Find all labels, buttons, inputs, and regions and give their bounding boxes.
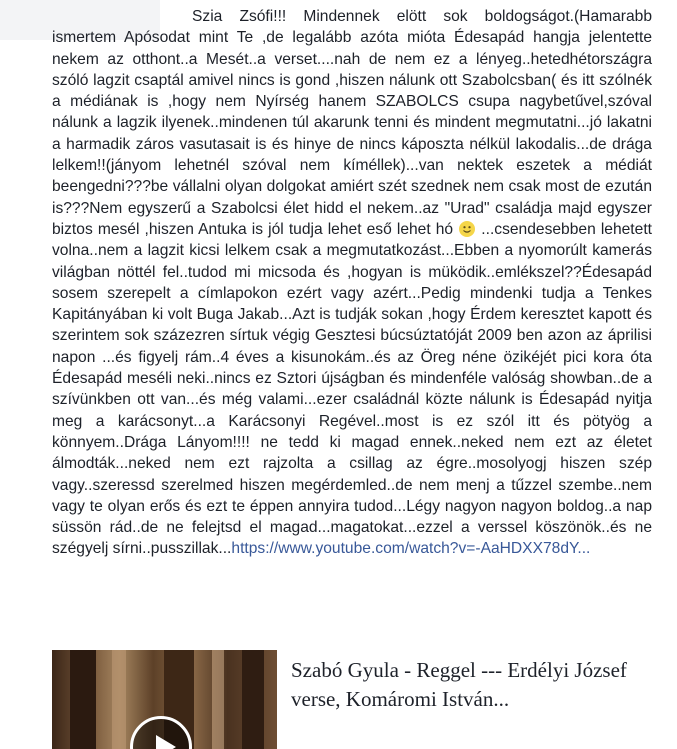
link-preview-card[interactable] <box>52 650 652 749</box>
post-text-continuation: ...csendesebben lehetett volna..nem a lagzit kicsi lelkem csak a megmutatkozást...Ebben a nyomorúlt kamerás világban nöttél fel..tudod mi micsoda és ,hogyan is müködik..emlékszel??Édesapád sosem szerepelt a címlapokon ezért vagy azért...Pedig mindenki tudja a Tenkes Kapitányában ki volt Buga Jakab...Azt is tudják sokan ,hogy Érdem keresztet kapott és szerintem sok százezren sírtuk végig Gesztesi búcsúztatóját 2009 ben azon az áprilisi napon ...és figyelj rám..4 éves a kisunokám..és az Öreg néne özikéjét pici kora óta Édesapád meséli neki..nincs ez Sztori újságban és mindenféle valóság showban..de a szívünkben ott van...és még valami...ezer családnál közte nálunk is Édesapád nyitja meg a karácsonyt...a Karácsonyi Regével..most is ez szól itt és pötyög a könnyem..Drága Lányom!!!! ne tedd ki magad ennek..neked nem ezt az életet álmodták...neked nem ezt rajzolta a csillag az égre..mosolyogj hiszen szép vagy..szeressd szerelmed hiszen megérdemled..de nem menj a tűzzel szembe..nem vagy te olyan erős és ezt te éppen annyira tudod...Légy nagyon nagyon boldog..a nap süssön rád..de ne felejtsd el magad...magatokat...ezzel a verssel köszönök..és ne szégyelj sírni..pusszillak... <box>52 220 652 558</box>
youtube-link[interactable]: https://www.youtube.com/watch?v=-AaHDXX78dY... <box>231 540 591 558</box>
preview-title[interactable]: Szabó Gyula - Reggel --- Erdélyi József verse, Komáromi István... <box>291 658 627 711</box>
post-text <box>52 6 652 560</box>
smile-emoji-icon <box>459 221 475 237</box>
video-thumbnail[interactable] <box>52 650 277 749</box>
post-text-main: Szia Zsófi!!! Mindennek elött sok boldogságot.(Hamarabb ismertem Apósodat mint Te ,de legalább azóta mióta Édesapád hangja jelentette nekem az otthont..a Mesét..a verset....nah de nem ez a lényeg..hetedhétországra szóló lagzit csaptál amivel nincs is gond ,hiszen nálunk ott Szabolcsban( és itt szólnék a médiának is ,hogy nem Nyírség hanem SZABOLCS csupa nagybetűvel,szóval nálunk a lagzik ilyenek..mindenen túl akarunk tenni és mindent megmutatni...jó lakatni a harmadik záros vasutasait is és hinye de nincs káposzta nélkül lakodalis...de drága lelkem!!(jányom lehetnél szóval nem kíméllek)...van nektek eszetek a médiát beengedni???be vállalni olyan dolgokat amiért szét szednek nem csak most de ezután is???Nem egyszerű a Szabolcsi élet hidd el nekem..az "Urad" családja majd egyszer biztos mesél ,hiszen Antuka is jól tudja lehet eső lehet hó <box>52 8 652 238</box>
